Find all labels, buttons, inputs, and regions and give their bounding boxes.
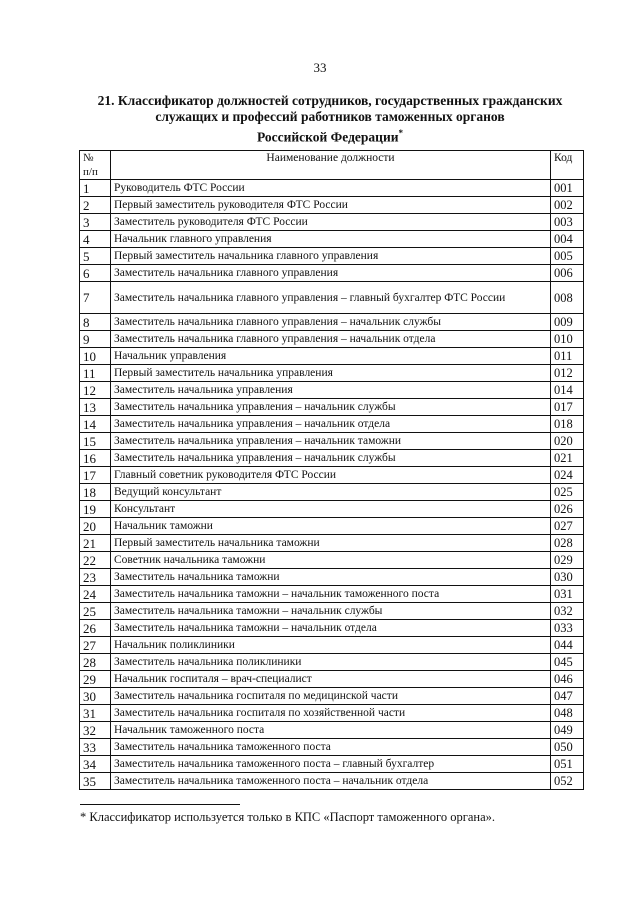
title-line-3-text: Российской Федерации [256,129,399,145]
row-number: 3 [80,214,111,231]
row-code: 047 [551,688,584,705]
row-position-name: Первый заместитель начальника главного управления [111,248,551,265]
title-line-2: служащих и профессий работников таможенных органов [155,109,505,124]
row-position-name: Ведущий консультант [111,484,551,501]
title-line-1: 21. Классификатор должностей сотрудников, государственных гражданских [97,93,563,108]
row-position-name: Начальник таможенного поста [111,722,551,739]
row-number: 34 [80,756,111,773]
table-row [80,197,584,214]
row-position-name: Заместитель начальника управления – начальник службы [111,450,551,467]
table-row [80,739,584,756]
row-position-name: Заместитель начальника главного управления [111,265,551,282]
row-number: 12 [80,382,111,399]
row-position-name: Заместитель начальника таможни – начальник таможенного поста [111,586,551,603]
row-position-name: Заместитель начальника поликлиники [111,654,551,671]
row-code: 048 [551,705,584,722]
table-row [80,331,584,348]
table-row [80,467,584,484]
table-row [80,773,584,790]
row-number: 23 [80,569,111,586]
table-row [80,433,584,450]
row-number: 13 [80,399,111,416]
row-number: 22 [80,552,111,569]
row-code: 006 [551,265,584,282]
row-code: 009 [551,314,584,331]
row-number: 30 [80,688,111,705]
row-position-name: Заместитель начальника госпиталя по хозяйственной части [111,705,551,722]
table-row [80,282,584,314]
row-number: 25 [80,603,111,620]
row-number: 14 [80,416,111,433]
row-position-name: Консультант [111,501,551,518]
row-code: 002 [551,197,584,214]
table-row [80,569,584,586]
row-position-name: Первый заместитель начальника управления [111,365,551,382]
row-position-name: Заместитель начальника управления – начальник отдела [111,416,551,433]
row-code: 014 [551,382,584,399]
table-row [80,265,584,282]
row-position-name: Заместитель начальника таможенного поста – начальник отдела [111,773,551,790]
table-row [80,450,584,467]
table-row [80,671,584,688]
row-position-name: Первый заместитель начальника таможни [111,535,551,552]
row-number: 35 [80,773,111,790]
row-code: 050 [551,739,584,756]
row-position-name: Заместитель начальника таможни [111,569,551,586]
row-code: 005 [551,248,584,265]
row-code: 026 [551,501,584,518]
row-number: 9 [80,331,111,348]
row-code: 011 [551,348,584,365]
row-position-name: Начальник таможни [111,518,551,535]
row-position-name: Заместитель начальника таможни – начальник отдела [111,620,551,637]
row-number: 21 [80,535,111,552]
table-header-row [80,151,584,180]
header-number [80,151,111,180]
row-number: 33 [80,739,111,756]
table-row [80,214,584,231]
title-line-3 [70,125,590,146]
row-number: 7 [80,282,111,314]
table-row [80,365,584,382]
row-position-name: Заместитель начальника управления – начальник службы [111,399,551,416]
table-row [80,552,584,569]
row-number: 8 [80,314,111,331]
row-position-name: Заместитель начальника таможни – начальник службы [111,603,551,620]
row-code: 031 [551,586,584,603]
row-position-name: Заместитель начальника таможенного поста [111,739,551,756]
row-position-name: Заместитель руководителя ФТС России [111,214,551,231]
row-number: 28 [80,654,111,671]
row-code: 021 [551,450,584,467]
row-number: 17 [80,467,111,484]
row-position-name: Заместитель начальника главного управления – начальник отдела [111,331,551,348]
table-row [80,348,584,365]
footnote: * Классификатор используется только в КПС «Паспорт таможенного органа». [80,810,496,824]
row-number: 2 [80,197,111,214]
row-code: 025 [551,484,584,501]
table-row [80,586,584,603]
table-row [80,314,584,331]
row-position-name: Начальник госпиталя – врач-специалист [111,671,551,688]
header-code: Код [551,151,584,180]
row-code: 032 [551,603,584,620]
row-position-name: Заместитель начальника главного управления – начальник службы [111,314,551,331]
row-code: 051 [551,756,584,773]
row-number: 16 [80,450,111,467]
row-number: 32 [80,722,111,739]
table-row [80,756,584,773]
row-code: 027 [551,518,584,535]
row-code: 033 [551,620,584,637]
row-code: 024 [551,467,584,484]
row-number: 29 [80,671,111,688]
row-position-name: Заместитель начальника таможенного поста – главный бухгалтер [111,756,551,773]
row-position-name: Заместитель начальника главного управления – главный бухгалтер ФТС России [111,282,551,314]
row-code: 003 [551,214,584,231]
table-row [80,231,584,248]
row-code: 029 [551,552,584,569]
header-number-line1: № [83,152,94,164]
row-position-name: Начальник главного управления [111,231,551,248]
row-code: 004 [551,231,584,248]
table-row [80,399,584,416]
table-row [80,637,584,654]
row-position-name: Первый заместитель руководителя ФТС России [111,197,551,214]
table-row [80,620,584,637]
table-row [80,688,584,705]
row-position-name: Руководитель ФТС России [111,180,551,197]
row-position-name: Заместитель начальника госпиталя по медицинской части [111,688,551,705]
table-row [80,484,584,501]
row-number: 15 [80,433,111,450]
classifier-table [79,150,584,790]
row-number: 4 [80,231,111,248]
row-position-name: Заместитель начальника управления – начальник таможни [111,433,551,450]
table-row [80,382,584,399]
row-position-name: Начальник управления [111,348,551,365]
row-number: 31 [80,705,111,722]
row-position-name: Начальник поликлиники [111,637,551,654]
row-code: 008 [551,282,584,314]
row-number: 1 [80,180,111,197]
row-code: 046 [551,671,584,688]
row-number: 26 [80,620,111,637]
row-number: 11 [80,365,111,382]
row-code: 052 [551,773,584,790]
row-number: 6 [80,265,111,282]
row-number: 24 [80,586,111,603]
row-code: 018 [551,416,584,433]
footnote-divider [80,804,240,805]
table-row [80,416,584,433]
row-code: 001 [551,180,584,197]
row-code: 010 [551,331,584,348]
row-number: 20 [80,518,111,535]
row-code: 049 [551,722,584,739]
row-position-name: Главный советник руководителя ФТС России [111,467,551,484]
row-number: 10 [80,348,111,365]
row-code: 017 [551,399,584,416]
title-footnote-mark: * [398,128,404,138]
table-row [80,705,584,722]
row-code: 028 [551,535,584,552]
document-title [70,93,590,146]
row-code: 030 [551,569,584,586]
table-row [80,501,584,518]
table-row [80,248,584,265]
table-row [80,180,584,197]
row-code: 045 [551,654,584,671]
table-row [80,654,584,671]
table-row [80,603,584,620]
row-number: 27 [80,637,111,654]
row-code: 020 [551,433,584,450]
table-row [80,518,584,535]
row-number: 19 [80,501,111,518]
table-row [80,535,584,552]
row-number: 18 [80,484,111,501]
table-row [80,722,584,739]
row-number: 5 [80,248,111,265]
row-position-name: Заместитель начальника управления [111,382,551,399]
row-code: 012 [551,365,584,382]
page-number: 33 [313,60,327,75]
header-position-name: Наименование должности [111,151,551,180]
header-number-line2: п/п [83,166,98,178]
table-body [80,180,584,790]
row-position-name: Советник начальника таможни [111,552,551,569]
row-code: 044 [551,637,584,654]
